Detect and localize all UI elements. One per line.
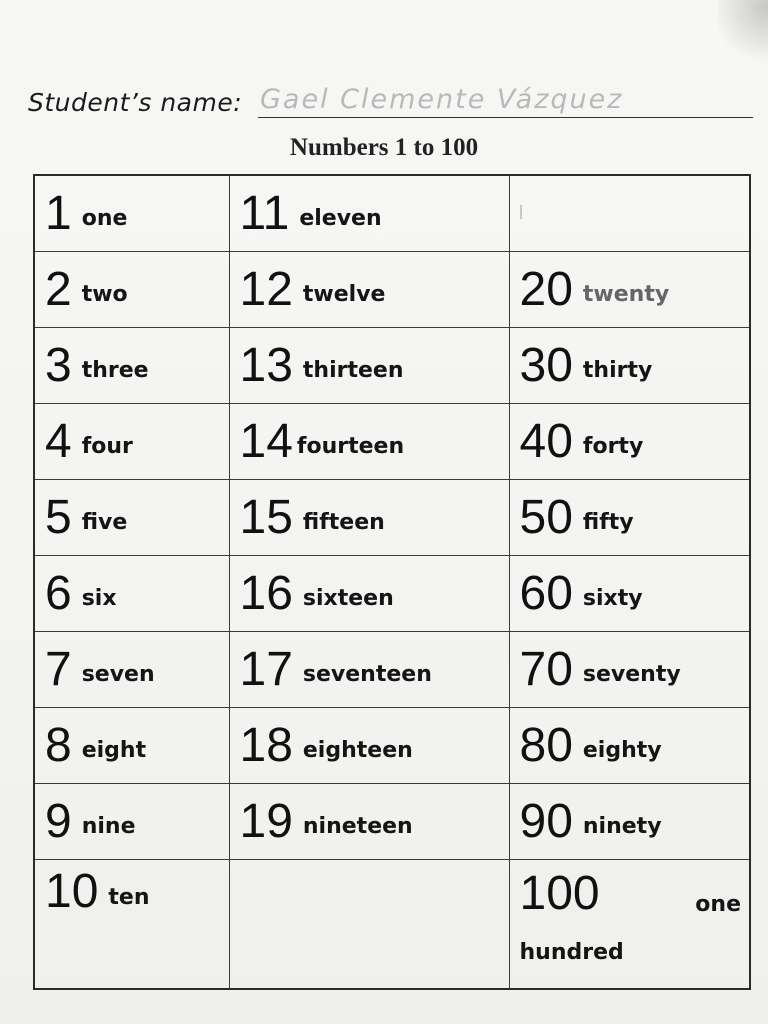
- table-row: [34, 404, 750, 480]
- number: 40: [519, 414, 573, 468]
- number: 16: [239, 566, 293, 620]
- table-cell: [509, 632, 750, 708]
- table-cell: [34, 632, 229, 708]
- number: 11: [239, 186, 290, 240]
- number-word: fifteen: [302, 510, 385, 535]
- number-word: fifty: [582, 510, 634, 535]
- number-word: thirty: [582, 358, 653, 383]
- table-cell: [509, 556, 750, 632]
- table-cell: [229, 480, 509, 556]
- numbers-table: [33, 174, 751, 990]
- number-word: sixteen: [302, 586, 394, 611]
- table-cell: [34, 860, 229, 990]
- page-corner-shadow: [718, 0, 768, 70]
- number: 100: [519, 867, 600, 920]
- student-name-value: Gael Clemente Vázquez: [260, 84, 624, 115]
- table-cell: [509, 784, 750, 860]
- table-row: [34, 556, 750, 632]
- number: 20: [519, 262, 573, 316]
- number-word: two: [81, 282, 128, 307]
- number-word: eighty: [582, 738, 662, 763]
- number: 80: [519, 718, 573, 772]
- number: 30: [519, 338, 573, 392]
- number-word: one: [81, 206, 128, 231]
- number-word: seventeen: [302, 662, 432, 687]
- number-word: eight: [81, 738, 147, 763]
- number: 17: [239, 642, 293, 696]
- table-cell: [34, 328, 229, 404]
- number: 2: [45, 262, 72, 316]
- pencil-mark: [520, 205, 522, 219]
- number: 6: [45, 566, 72, 620]
- table-cell: [509, 252, 750, 328]
- number-word: four: [81, 434, 133, 459]
- table-row: [34, 328, 750, 404]
- number: 3: [45, 338, 72, 392]
- number-word-continued: hundred: [519, 940, 624, 965]
- number: 10: [45, 865, 99, 918]
- number-word: fourteen: [296, 434, 405, 459]
- table-cell: [509, 480, 750, 556]
- number-word: sixty: [582, 586, 643, 611]
- table-cell: [229, 175, 509, 252]
- number-word: nine: [81, 814, 136, 839]
- number-word: one: [695, 892, 741, 917]
- table-cell-empty: [229, 860, 509, 990]
- table-row: [34, 175, 750, 252]
- table-cell: [509, 708, 750, 784]
- number-word: forty: [582, 434, 644, 459]
- table-cell: [34, 480, 229, 556]
- number: 18: [239, 718, 293, 772]
- number: 50: [519, 490, 573, 544]
- table-cell-empty: [509, 175, 750, 252]
- table-cell: [229, 708, 509, 784]
- number-word: nineteen: [302, 814, 413, 839]
- number: 60: [519, 566, 573, 620]
- table-cell: [34, 784, 229, 860]
- table-cell: [229, 252, 509, 328]
- number-word: twenty: [582, 282, 670, 307]
- table-row: [34, 252, 750, 328]
- number-word: thirteen: [302, 358, 404, 383]
- table-cell: [34, 252, 229, 328]
- number-word: twelve: [302, 282, 386, 307]
- number-word: eleven: [299, 206, 382, 231]
- number: 7: [45, 642, 72, 696]
- sheet-title: Numbers 1 to 100: [289, 134, 479, 161]
- table-cell: [34, 708, 229, 784]
- table-cell: [229, 328, 509, 404]
- table-cell: [509, 328, 750, 404]
- number: 8: [45, 718, 72, 772]
- table-row: [34, 632, 750, 708]
- table-cell: [34, 175, 229, 252]
- number: 15: [239, 490, 293, 544]
- student-name-row: [28, 84, 758, 128]
- number: 13: [239, 338, 293, 392]
- table-cell: [509, 860, 750, 990]
- number-word: three: [81, 358, 149, 383]
- number-word: eighteen: [302, 738, 413, 763]
- student-name-underline: [258, 117, 753, 118]
- table-cell: [34, 404, 229, 480]
- table-cell: [229, 632, 509, 708]
- number: 4: [45, 414, 72, 468]
- table-row: [34, 480, 750, 556]
- number: 5: [45, 490, 72, 544]
- number-word: six: [81, 586, 117, 611]
- number: 90: [519, 794, 573, 848]
- student-name-label: Student’s name:: [28, 88, 243, 117]
- number: 9: [45, 794, 72, 848]
- number-word: ninety: [582, 814, 662, 839]
- table-cell: [509, 404, 750, 480]
- table-row: [34, 708, 750, 784]
- table-row: [34, 784, 750, 860]
- number-word: five: [81, 510, 128, 535]
- number-word: seven: [81, 662, 155, 687]
- table-cell: [229, 404, 509, 480]
- number: 1: [45, 186, 72, 240]
- number: 12: [239, 262, 293, 316]
- number: 70: [519, 642, 573, 696]
- number-word: seventy: [582, 662, 681, 687]
- table-row: [34, 860, 750, 990]
- table-cell: [34, 556, 229, 632]
- number-word: ten: [108, 884, 150, 910]
- table-cell: [229, 784, 509, 860]
- number: 19: [239, 794, 293, 848]
- hundred-cell: [520, 868, 750, 978]
- table-cell: [229, 556, 509, 632]
- number: 14: [239, 414, 293, 468]
